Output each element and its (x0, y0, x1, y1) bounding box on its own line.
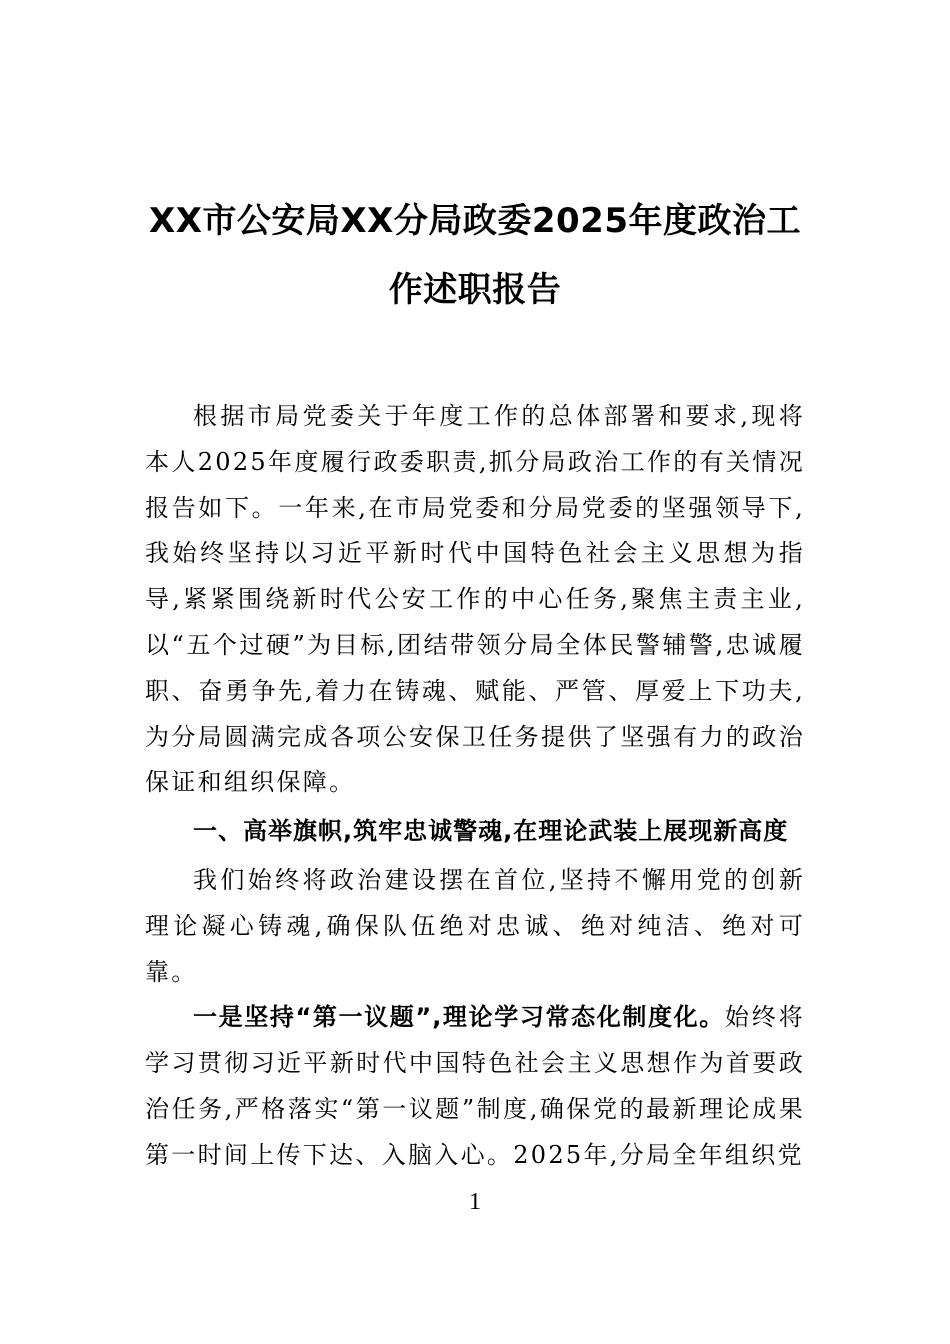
point-body: 始终将学习贯彻习近平新时代中国特色社会主义思想作为首要政治任务,严格落实“第一议题”制度,确保党的最新理论成果第一时间上传下达、入脑入心。2025年,分局全年组织党 (145, 1003, 805, 1169)
intro-paragraph: 根据市局党委关于年度工作的总体部署和要求,现将本人2025年度履行政委职责,抓分局政治工作的有关情况报告如下。一年来,在市局党委和分局党委的坚强领导下,我始终坚持以习近平新时代中国特色社会主义思想为指导,紧紧围绕新时代公安工作的中心任务,聚焦主责主业,以“五个过硬”为目标,团结带领分局全体民警辅警,忠诚履职、奋勇争先,着力在铸魂、赋能、严管、厚爱上下功夫,为分局圆满完成各项公安保卫任务提供了坚强有力的政治保证和组织保障。 (145, 402, 805, 797)
document-body (145, 394, 805, 1179)
page-number: 1 (469, 1189, 481, 1215)
point-paragraph (145, 995, 805, 1178)
document-title: XX市公安局XX分局政委2025年度政治工作述职报告 (149, 201, 801, 310)
section-heading: 一、高举旗帜,筑牢忠诚警魂,在理论武装上展现新高度 (193, 817, 789, 846)
point-lead: 一是坚持“第一议题”,理论学习常态化制度化。 (193, 1003, 725, 1032)
section-paragraph: 我们始终将政治建设摆在首位,坚持不懈用党的创新理论凝心铸魂,确保队伍绝对忠诚、绝对纯洁、绝对可靠。 (145, 865, 805, 986)
